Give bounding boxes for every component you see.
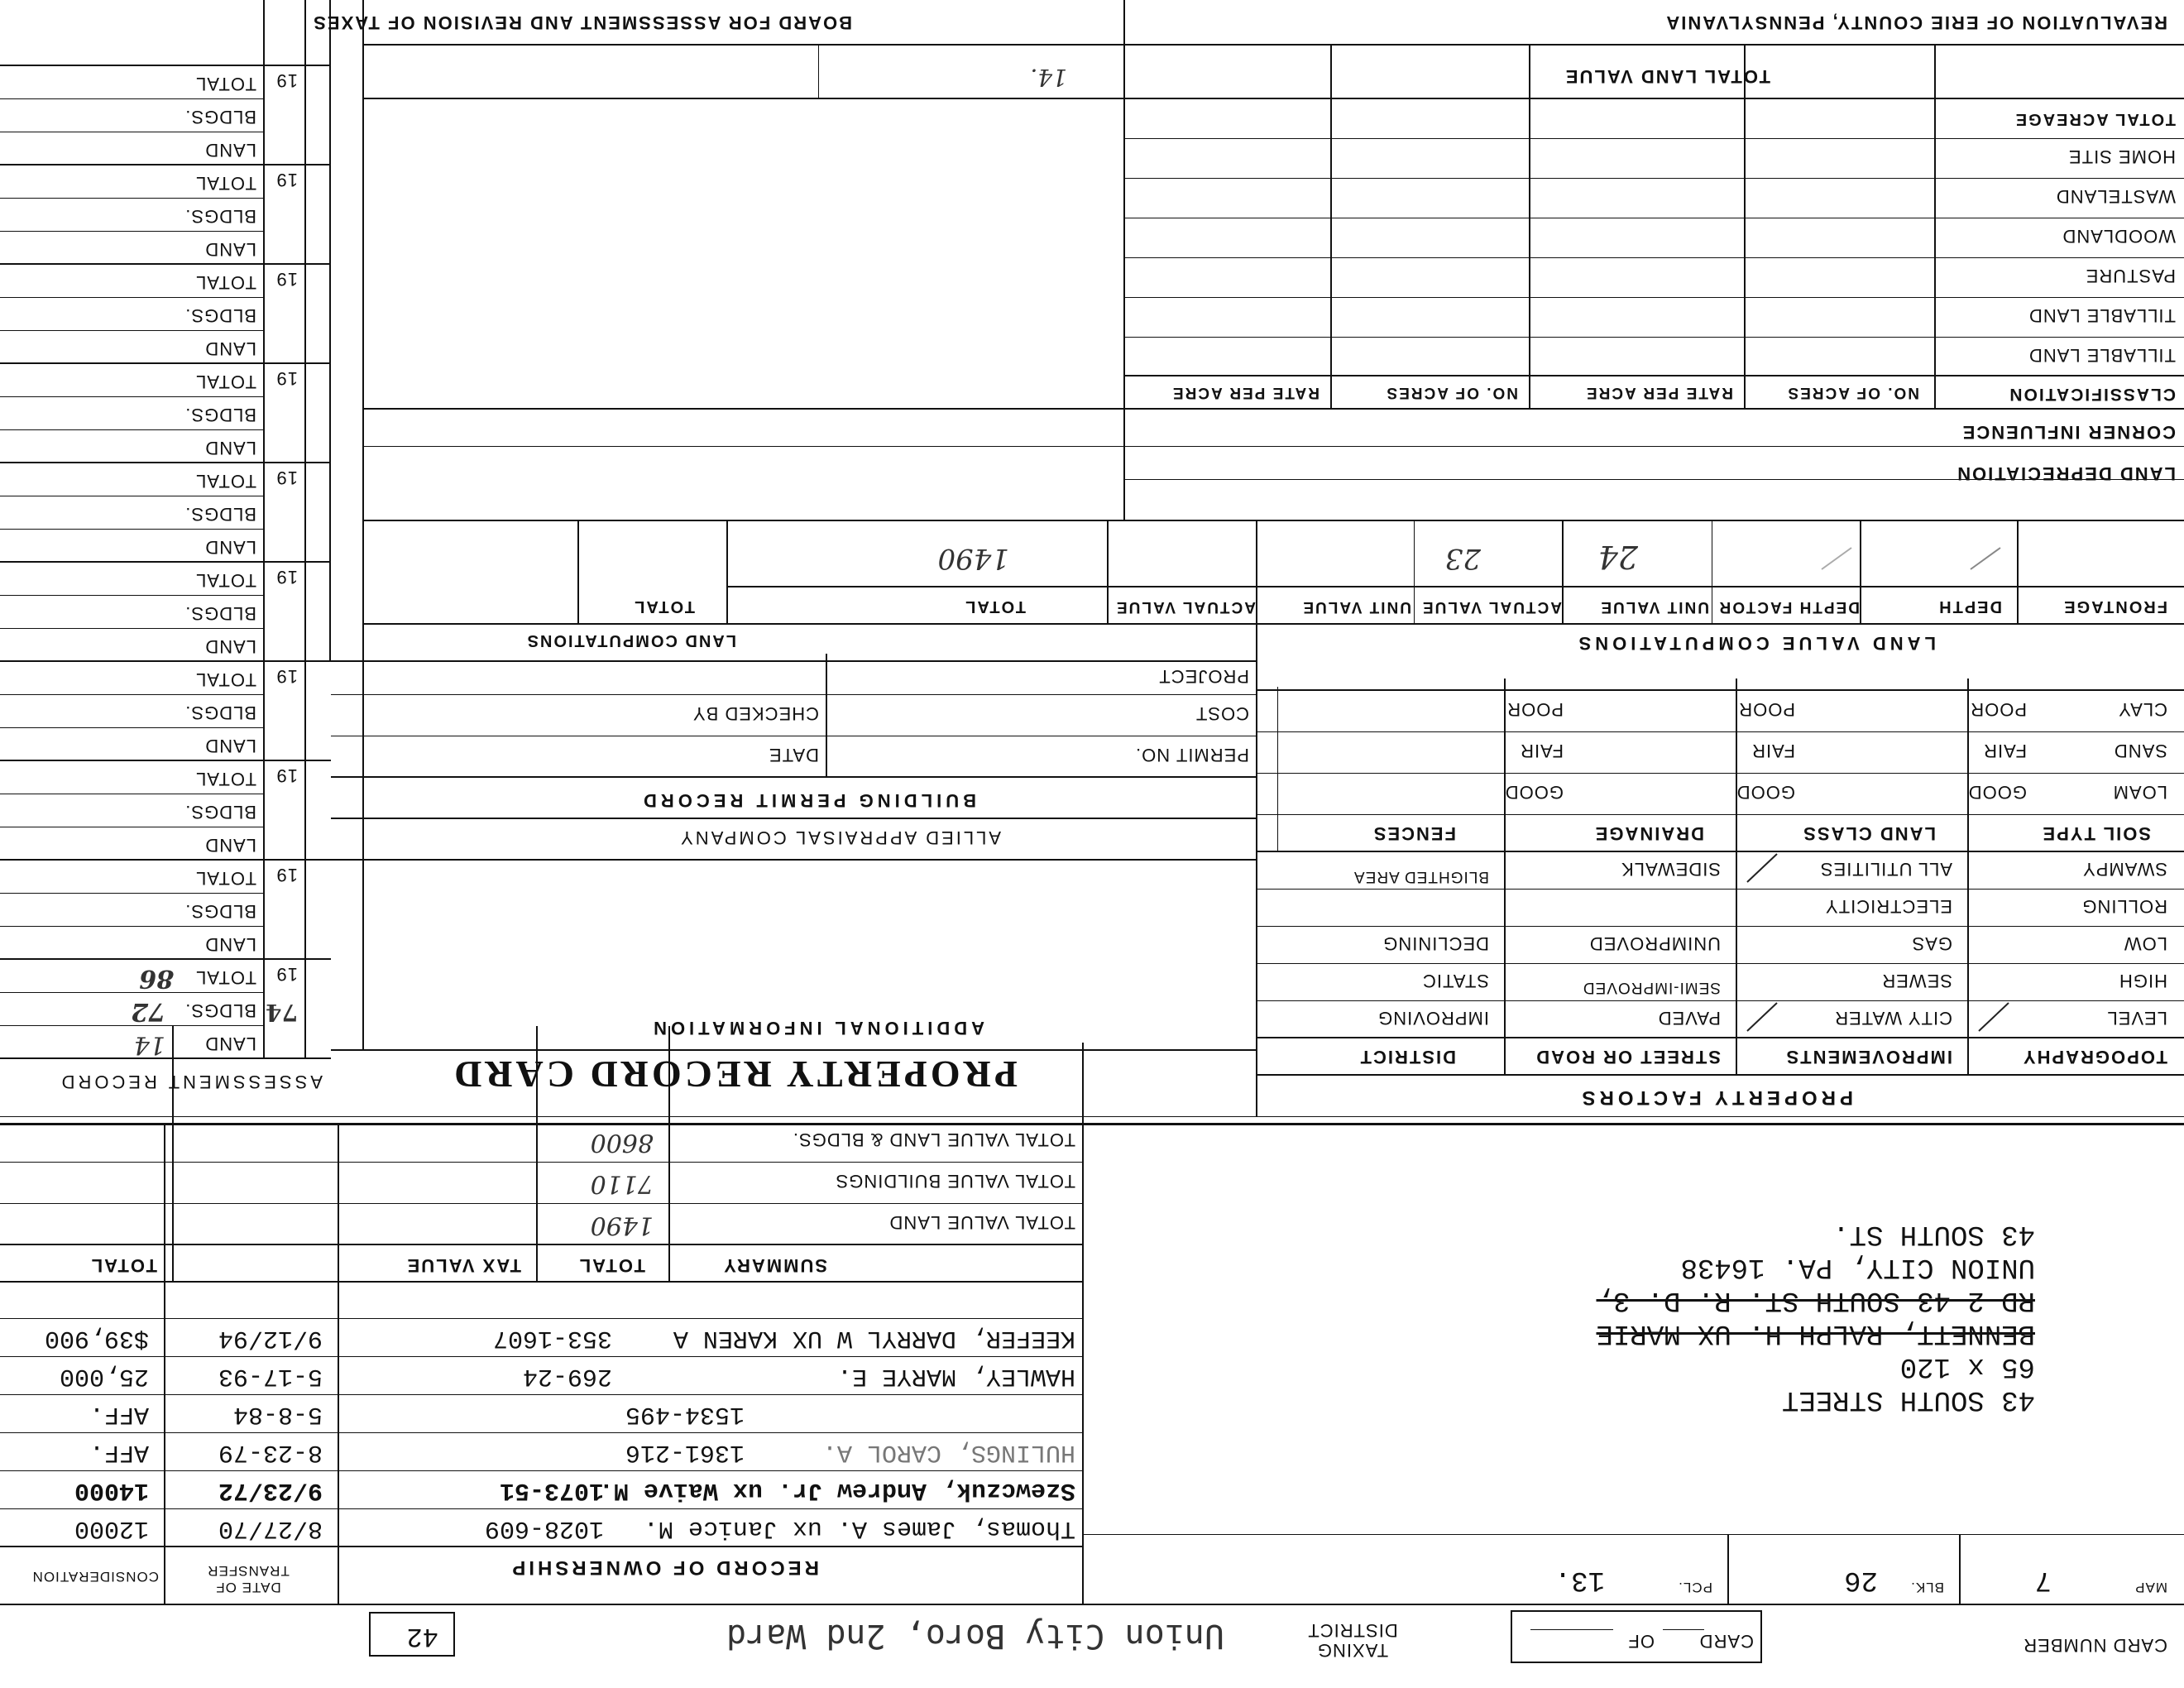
assessment-bldgs-label: BLDGS. [184, 504, 256, 525]
year-prefix: 19 [275, 70, 298, 91]
assessment-total-label: TOTAL [195, 669, 256, 690]
lot-size: 65 x 120 [1899, 1350, 2035, 1382]
improvements-header: IMPROVEMENTS [1784, 1047, 1952, 1067]
unit-value-header: UNIT VALUE [1599, 598, 1709, 616]
district-static: STATIC [1422, 971, 1489, 991]
blk-value: 26 [1844, 1564, 1878, 1595]
consideration-label: CONSIDERATION [31, 1569, 159, 1585]
grade-good: GOOD [1504, 782, 1564, 803]
owner-name: HAWLEY, MARYE E. [836, 1362, 1075, 1390]
assessment-total-label: TOTAL [195, 570, 256, 591]
land-total: 1490 [937, 542, 1009, 575]
owner-name: Szewczuk, Andrew Jr. ux Waive M. [598, 1476, 1075, 1504]
total-value-land: 1490 [590, 1211, 654, 1240]
assessment-land-label: LAND [204, 835, 256, 856]
assessment-bldgs-label: BLDGS. [184, 703, 256, 723]
topography-high: HIGH [2119, 971, 2167, 991]
corner-influence-label: CORNER INFLUENCE [1961, 422, 2176, 443]
grade-fair: FAIR [1520, 741, 1564, 761]
city: UNION CITY, PA. 16438 [1680, 1251, 2035, 1283]
unit-value: 24 [1597, 539, 1638, 575]
deed-book: 1073-51 [499, 1476, 604, 1504]
land-class-header: LAND CLASS [1802, 823, 1936, 844]
street-sidewalk: SIDEWALK [1621, 859, 1721, 880]
assessment-bldgs-label: BLDGS. [184, 901, 256, 922]
transfer-date: 9/23/72 [218, 1476, 323, 1504]
checked-by-label: CHECKED BY [692, 703, 819, 724]
total-value-buildings-label: TOTAL VALUE BUILDINGS [835, 1171, 1075, 1192]
improvement-all-utilities: ALL UTILITIES [1819, 859, 1952, 880]
assessment-land-label: LAND [204, 636, 256, 657]
topography-header: TOPOGRAPHY [2021, 1047, 2167, 1067]
assessment-total-label: TOTAL [195, 272, 256, 293]
soil-loam: LOAM [2112, 782, 2167, 803]
assessment-land-label: LAND [204, 338, 256, 359]
no-of-acres-header: NO. OF ACRES [1786, 384, 1919, 401]
year-prefix: 19 [275, 170, 298, 190]
acre-total-acreage: TOTAL ACREAGE [2014, 110, 2176, 128]
property-factors-title: PROPERTY FACTORS [1578, 1086, 1853, 1109]
old-owner: BENNETT, RALPH H. UX MARIE [1596, 1317, 2035, 1349]
footer-board: BOARD FOR ASSESSMENT AND REVISION OF TAXES [312, 12, 852, 33]
property-record-card-title: PROPERTY RECORD CARD [451, 1053, 1018, 1096]
summary-total-header-2: TOTAL [89, 1255, 157, 1276]
ownership-title: RECORD OF OWNERSHIP [509, 1556, 819, 1579]
transfer-date: 8-23-79 [218, 1438, 323, 1466]
assessment-total-label: TOTAL [195, 967, 256, 988]
actual-value-header: ACTUAL VALUE [1420, 598, 1562, 616]
depth-header: DEPTH [1937, 597, 2002, 616]
pcl-label: PCL. [1678, 1580, 1712, 1595]
grade-good: GOOD [1967, 782, 2027, 803]
permit-cost-label: COST [1195, 703, 1249, 724]
permit-date-label: DATE [768, 745, 819, 765]
owner-name: KEEFER, DARRYL W UX KAREN A [673, 1324, 1075, 1352]
assessment-total-label: TOTAL [195, 769, 256, 789]
land-computations-label: LAND COMPUTATIONS [525, 631, 736, 650]
consideration: AFF. [89, 1438, 149, 1466]
year-prefix: 19 [275, 964, 298, 985]
classification-header: CLASSIFICATION [2008, 385, 2176, 404]
topography-level: LEVEL [2106, 1008, 2167, 1029]
tick-mark-icon [1820, 546, 1853, 571]
permit-no-label: PERMIT NO. [1135, 745, 1249, 765]
check-mark-icon [1746, 1001, 1779, 1034]
assessment-total-label: TOTAL [195, 74, 256, 94]
assessment-bldgs-label: BLDGS. [184, 305, 256, 326]
improvement-city-water: CITY WATER [1834, 1008, 1952, 1029]
assessment-land-label: LAND [204, 934, 256, 955]
map-value: 7 [2034, 1564, 2052, 1595]
assessment-bldgs-label: BLDGS. [184, 206, 256, 227]
faint-note [664, 1005, 670, 1026]
assessment-total-value: 86 [139, 964, 174, 993]
assessment-land-label: LAND [204, 239, 256, 260]
year-prefix: 19 [275, 666, 298, 687]
year-prefix: 19 [275, 567, 298, 587]
depth-factor-header: DEPTH FACTOR [1717, 598, 1860, 616]
consideration: 12000 [74, 1514, 149, 1542]
year-prefix: 19 [275, 765, 298, 786]
total-value-land-bldgs-label: TOTAL VALUE LAND & BLDGS. [792, 1129, 1075, 1150]
improvement-electricity: ELECTRICITY [1824, 896, 1952, 917]
street-or-road-header: STREET OR ROAD [1535, 1047, 1721, 1067]
street: 43 SOUTH ST. [1832, 1218, 2035, 1249]
project-label: PROJECT [1158, 666, 1249, 687]
additional-info-label: ADDITIONAL INFORMATION [649, 1018, 984, 1038]
total-land-value-amount: 14. [1030, 64, 1067, 91]
assessment-total-label: TOTAL [195, 868, 256, 889]
deed-book: 1361-216 [625, 1438, 745, 1466]
total-value-buildings: 7110 [590, 1169, 654, 1198]
consideration: AFF. [89, 1400, 149, 1428]
deed-book: 1534-495 [625, 1400, 745, 1428]
assessment-land-label: LAND [204, 438, 256, 458]
assessment-land-value: 14 [133, 1030, 165, 1059]
transfer-date: 9/12/94 [218, 1324, 323, 1352]
land-value-computations-title: LAND VALUE COMPUTATIONS [1574, 633, 1936, 654]
summary-total-header: TOTAL [577, 1255, 645, 1276]
grade-poor: POOR [1970, 699, 2027, 720]
topography-low: LOW [2123, 933, 2167, 954]
assessment-bldgs-label: BLDGS. [184, 1000, 256, 1021]
year-prefix: 19 [275, 368, 298, 389]
assessment-land-label: LAND [204, 1033, 256, 1054]
consideration: 14000 [74, 1476, 149, 1504]
assessment-total-label: TOTAL [195, 173, 256, 194]
grade-fair: FAIR [1751, 741, 1795, 761]
year-suffix: 74 [266, 999, 298, 1026]
assessment-land-label: LAND [204, 140, 256, 161]
grade-good: GOOD [1736, 782, 1795, 803]
check-mark-icon [1977, 1001, 2010, 1034]
card-label: CARD [1698, 1631, 1754, 1652]
total-header-2: TOTAL [633, 597, 695, 616]
tick-mark-icon [1969, 546, 2002, 571]
grade-fair: FAIR [1983, 741, 2027, 761]
soil-sand: SAND [2113, 741, 2167, 761]
district-improving: IMPROVING [1377, 1008, 1489, 1029]
total-value-land-bldgs: 8600 [590, 1128, 654, 1157]
assessment-land-label: LAND [204, 537, 256, 558]
taxing-district-label: TAXING DISTRICT [1307, 1620, 1398, 1661]
pcl-value: 13. [1554, 1564, 1605, 1595]
topography-swampy: SWAMPY [2082, 859, 2167, 880]
of-label: OF [1627, 1631, 1655, 1652]
assessment-land-label: LAND [204, 736, 256, 756]
total-value-land-label: TOTAL VALUE LAND [888, 1212, 1075, 1233]
check-mark-icon [1746, 852, 1779, 885]
consideration: $39,900 [44, 1324, 149, 1352]
land-depreciation-label: LAND DEPRECIATION [1956, 463, 2176, 484]
street-unimproved: UNIMPROVED [1588, 933, 1721, 954]
topography-rolling: ROLLING [2081, 896, 2167, 917]
transfer-date: 8/27/70 [218, 1514, 323, 1542]
grade-poor: POOR [1738, 699, 1795, 720]
allied-appraisal-label: ALLIED APPRAISAL COMPANY [678, 827, 1001, 848]
unit-value-header-2: UNIT VALUE [1301, 598, 1411, 616]
deed-book: 353-1607 [492, 1324, 612, 1352]
actual-value: 23 [1444, 542, 1481, 575]
no-of-acres-header-2: NO. OF ACRES [1385, 384, 1518, 401]
assessment-record-title: ASSESSMENT RECORD [58, 1072, 323, 1092]
acre-tillable-land-2: TILLABLE LAND [2028, 305, 2176, 326]
improvement-sewer: SEWER [1881, 971, 1952, 991]
frontage-header: FRONTAGE [2062, 597, 2167, 616]
acre-woodland: WOODLAND [2062, 226, 2176, 247]
improvement-gas: GAS [1911, 933, 1952, 954]
assessment-total-label: TOTAL [195, 372, 256, 392]
district-header: DISTRICT [1358, 1047, 1456, 1067]
acre-tillable-land: TILLABLE LAND [2028, 345, 2176, 366]
owner-name: HULINGS, CAROL A. [821, 1438, 1075, 1466]
grade-poor: POOR [1506, 699, 1564, 720]
soil-clay: CLAY [2118, 699, 2167, 720]
street-paved: PAVED [1657, 1008, 1721, 1029]
deed-book: 269-24 [522, 1362, 612, 1390]
year-prefix: 19 [275, 468, 298, 488]
owner-name: Thomas, James A. ux Janice M. [643, 1514, 1075, 1542]
summary-tax-value-header: TAX VALUE [405, 1255, 521, 1276]
drainage-header: DRAINAGE [1593, 823, 1704, 844]
summary-title: SUMMARY [722, 1255, 827, 1276]
property-address: 43 SOUTH STREET [1781, 1383, 2035, 1415]
district-code: 42 [406, 1621, 438, 1652]
street-semi-improved: SEMI-IMPROVED [1582, 979, 1721, 996]
assessment-bldgs-label: BLDGS. [184, 405, 256, 425]
fences-header: FENCES [1372, 823, 1456, 844]
transfer-date: 5-8-84 [232, 1400, 323, 1428]
year-prefix: 19 [275, 865, 298, 885]
soil-type-header: SOIL TYPE [2041, 823, 2151, 844]
blk-label: BLK. [1910, 1580, 1944, 1595]
year-prefix: 19 [275, 269, 298, 290]
acre-wasteland: WASTELAND [2055, 186, 2176, 207]
acre-pasture: PASTURE [2085, 266, 2176, 286]
old-address: RD 2 43 SOUTH ST. R. D. 3, [1596, 1284, 2035, 1316]
district-name: Union City Boro, 2nd Ward [726, 1617, 1224, 1655]
assessment-bldgs-label: BLDGS. [184, 802, 256, 822]
card-number-label: CARD NUMBER [2023, 1635, 2167, 1656]
deed-book: 1028-609 [484, 1514, 604, 1542]
total-land-value-label: TOTAL LAND VALUE [1564, 66, 1770, 87]
assessment-total-label: TOTAL [195, 471, 256, 492]
rate-per-acre-header-2: RATE PER ACRE [1171, 384, 1320, 401]
date-of-transfer-label: DATE OF TRANSFER [207, 1563, 290, 1595]
total-header: TOTAL [964, 597, 1026, 616]
consideration: 25,000 [59, 1362, 149, 1390]
footer-revaluation: REVALUATION OF ERIE COUNTY, PENNSYLVANIA [1664, 12, 2167, 33]
building-permit-title: BUILDING PERMIT RECORD [639, 790, 976, 811]
assessment-bldgs-value: 72 [131, 997, 165, 1026]
district-blighted-area: BLIGHTED AREA [1353, 868, 1489, 885]
actual-value-header-2: ACTUAL VALUE [1114, 598, 1256, 616]
transfer-date: 5-17-93 [218, 1362, 323, 1390]
assessment-bldgs-label: BLDGS. [184, 603, 256, 624]
map-label: MAP [2134, 1580, 2167, 1595]
rate-per-acre-header: RATE PER ACRE [1584, 384, 1733, 401]
acre-home-site: HOME SITE [2067, 146, 2176, 167]
assessment-bldgs-label: BLDGS. [184, 107, 256, 127]
district-declining: DECLINING [1382, 933, 1489, 954]
